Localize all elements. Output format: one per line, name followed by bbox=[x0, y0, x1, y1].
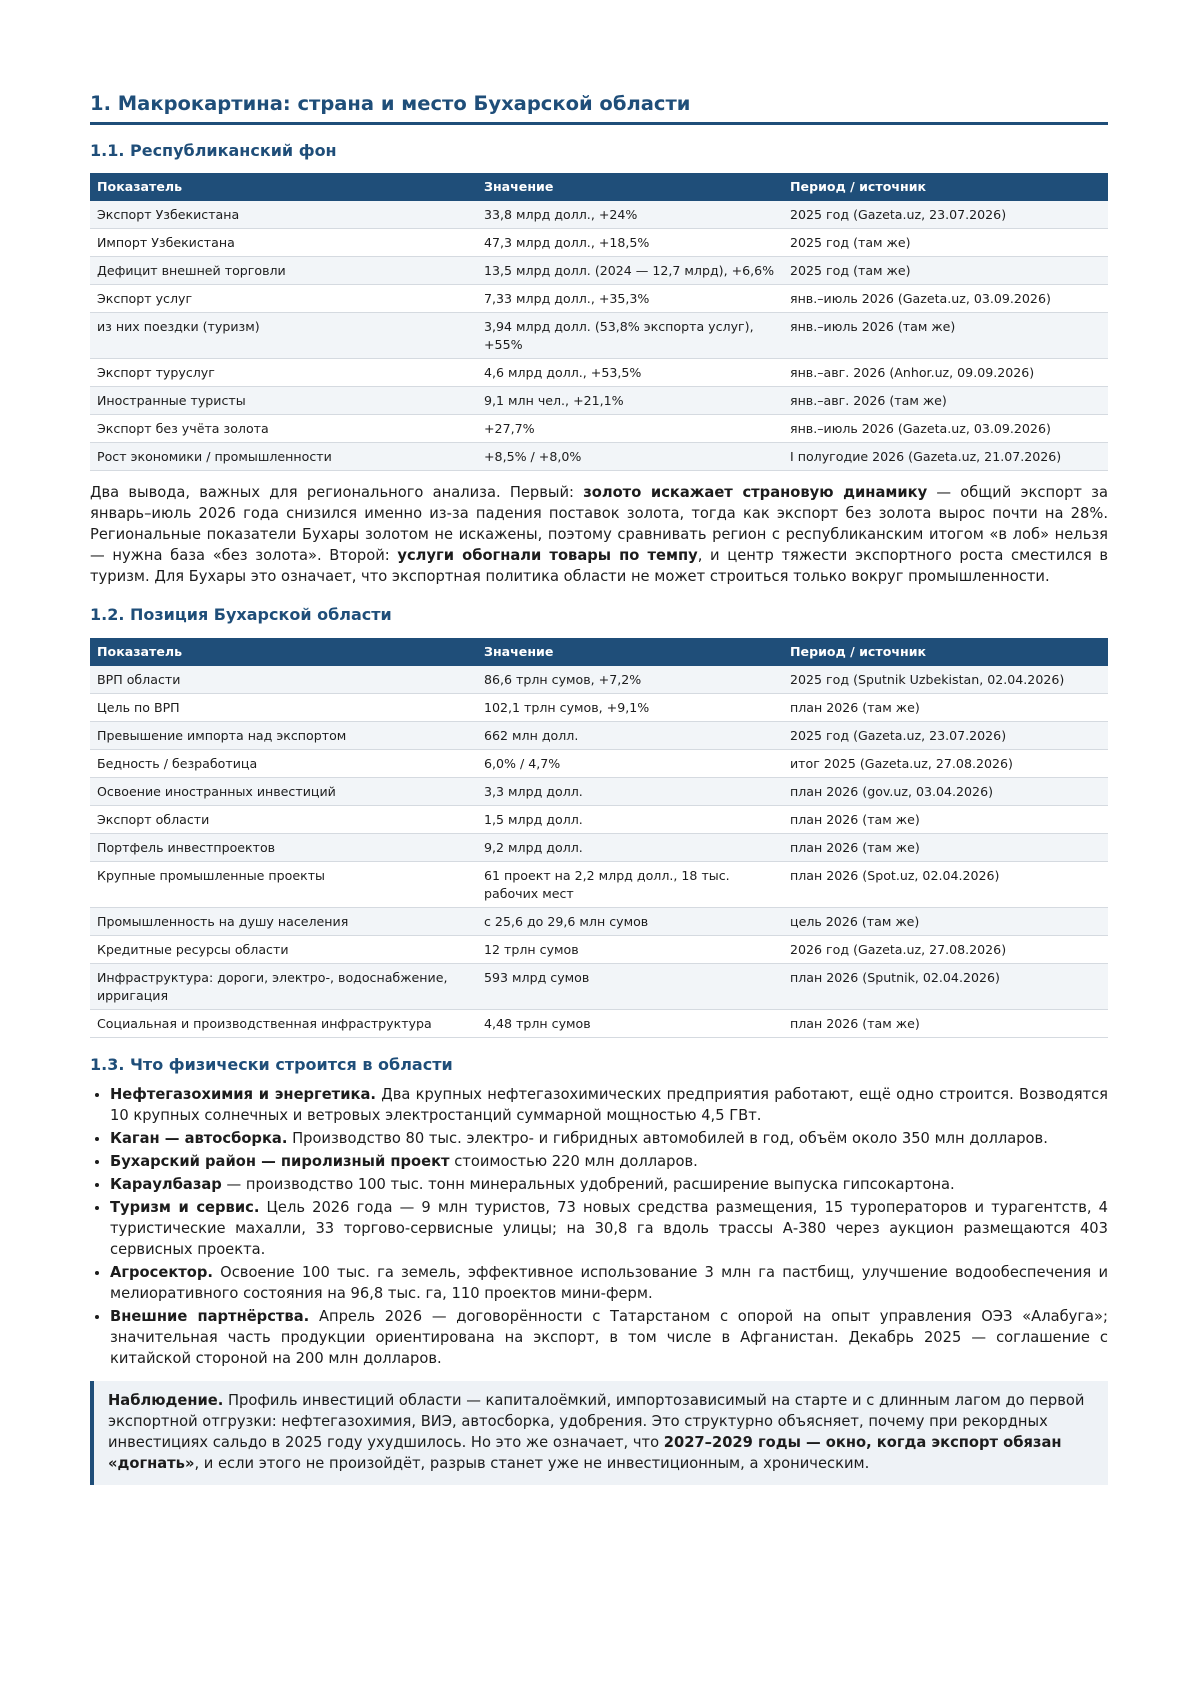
table-row bbox=[90, 387, 1108, 415]
table-row bbox=[90, 806, 1108, 834]
column-header-source: Период / источник bbox=[783, 173, 1108, 201]
indicator-cell: Экспорт туруслуг bbox=[90, 359, 477, 387]
table-row bbox=[90, 359, 1108, 387]
subsection-heading-1-3: 1.3. Что физически строится в области bbox=[90, 1055, 453, 1074]
value-cell: 9,1 млн чел., +21,1% bbox=[477, 387, 783, 415]
table-row bbox=[90, 834, 1108, 862]
source-cell: 2025 год (Sputnik Uzbekistan, 02.04.2026) bbox=[783, 666, 1108, 694]
value-cell: 662 млн долл. bbox=[477, 722, 783, 750]
subsection-heading-1-1: 1.1. Республиканский фон bbox=[90, 141, 337, 160]
column-header-value: Значение bbox=[477, 173, 783, 201]
table-row bbox=[90, 908, 1108, 936]
indicator-cell: Крупные промышленные проекты bbox=[90, 862, 477, 908]
conclusions-paragraph bbox=[90, 482, 1108, 587]
source-cell: 2025 год (там же) bbox=[783, 257, 1108, 285]
source-cell: план 2026 (Spot.uz, 02.04.2026) bbox=[783, 862, 1108, 908]
value-cell: с 25,6 до 29,6 млн сумов bbox=[477, 908, 783, 936]
callout-text: , и если этого не произойдёт, разрыв станет уже не инвестиционным, а хроническим. bbox=[194, 1455, 870, 1472]
table-row bbox=[90, 694, 1108, 722]
source-cell: план 2026 (Sputnik, 02.04.2026) bbox=[783, 964, 1108, 1010]
value-cell: 61 проект на 2,2 млрд долл., 18 тыс. рабочих мест bbox=[477, 862, 783, 908]
callout-label: Наблюдение. bbox=[108, 1392, 224, 1409]
paragraph-text: Два вывода, важных для регионального анализа. Первый: bbox=[90, 484, 584, 501]
indicator-cell: Экспорт услуг bbox=[90, 285, 477, 313]
list-item bbox=[110, 1151, 1108, 1172]
list-item bbox=[110, 1174, 1108, 1195]
table-row bbox=[90, 1010, 1108, 1038]
table-row bbox=[90, 229, 1108, 257]
column-header-indicator: Показатель bbox=[90, 173, 477, 201]
list-item-lead: Каган — автосборка. bbox=[110, 1130, 288, 1147]
list-item bbox=[110, 1262, 1108, 1304]
indicator-cell: Бедность / безработица bbox=[90, 750, 477, 778]
indicator-cell: Иностранные туристы bbox=[90, 387, 477, 415]
list-item-text: Два крупных нефтегазохимических предприятия работают, ещё одно строится. Возводятся 10 крупных солнечных и ветровых электростанций суммарной мощностью 4,5 ГВт. bbox=[110, 1086, 1109, 1124]
document-page bbox=[90, 92, 1108, 1485]
paragraph-text: , и центр тяжести экспортного роста сместился в туризм. Для Бухары это означает, что экспортная политика области не может строиться только вокруг промышленности. bbox=[90, 547, 1109, 585]
value-cell: 47,3 млрд долл., +18,5% bbox=[477, 229, 783, 257]
source-cell: план 2026 (там же) bbox=[783, 806, 1108, 834]
indicator-cell: Превышение импорта над экспортом bbox=[90, 722, 477, 750]
indicator-cell: Экспорт без учёта золота bbox=[90, 415, 477, 443]
paragraph-emphasis: услуги обогнали товары по темпу bbox=[397, 547, 698, 564]
value-cell: 7,33 млрд долл., +35,3% bbox=[477, 285, 783, 313]
table-header bbox=[90, 638, 1108, 666]
value-cell: 13,5 млрд долл. (2024 — 12,7 млрд), +6,6% bbox=[477, 257, 783, 285]
value-cell: 593 млрд сумов bbox=[477, 964, 783, 1010]
indicator-cell: Кредитные ресурсы области bbox=[90, 936, 477, 964]
source-cell: 2026 год (Gazeta.uz, 27.08.2026) bbox=[783, 936, 1108, 964]
indicator-cell: Цель по ВРП bbox=[90, 694, 477, 722]
list-item-text: Апрель 2026 — договорённости с Татарстаном с опорой на опыт управления ОЭЗ «Алабуга»; значительная часть продукции ориентирована на экспорт, в том числе в Афганистан. Декабрь 2025 — соглашение с китайской стороной на 200 млн долларов. bbox=[110, 1308, 1108, 1367]
indicator-cell: Социальная и производственная инфраструктура bbox=[90, 1010, 477, 1038]
indicator-cell: Портфель инвестпроектов bbox=[90, 834, 477, 862]
table-row bbox=[90, 415, 1108, 443]
bukhara-position-table bbox=[90, 638, 1108, 1038]
column-header-value: Значение bbox=[477, 638, 783, 666]
source-cell: янв.–июль 2026 (там же) bbox=[783, 313, 1108, 359]
list-item-text: стоимостью 220 млн долларов. bbox=[449, 1153, 698, 1170]
source-cell: янв.–авг. 2026 (там же) bbox=[783, 387, 1108, 415]
source-cell: янв.–авг. 2026 (Anhor.uz, 09.09.2026) bbox=[783, 359, 1108, 387]
indicator-cell: Импорт Узбекистана bbox=[90, 229, 477, 257]
source-cell: янв.–июль 2026 (Gazeta.uz, 03.09.2026) bbox=[783, 285, 1108, 313]
list-item bbox=[110, 1306, 1108, 1369]
source-cell: итог 2025 (Gazeta.uz, 27.08.2026) bbox=[783, 750, 1108, 778]
indicator-cell: Освоение иностранных инвестиций bbox=[90, 778, 477, 806]
list-item-lead: Туризм и сервис. bbox=[110, 1199, 260, 1216]
table-row bbox=[90, 862, 1108, 908]
list-item-text: Цель 2026 года — 9 млн туристов, 73 новых средства размещения, 15 туроператоров и турагентств, 4 туристические махалли, 33 торгово-сервисные улицы; на 30,8 га вдоль трассы А-380 через аукцион размещаются 403 сервисных проекта. bbox=[110, 1199, 1109, 1258]
list-item bbox=[110, 1197, 1108, 1260]
table-row bbox=[90, 313, 1108, 359]
value-cell: 4,48 трлн сумов bbox=[477, 1010, 783, 1038]
list-item-text: Производство 80 тыс. электро- и гибридных автомобилей в год, объём около 350 млн долларов. bbox=[287, 1130, 1048, 1147]
source-cell: план 2026 (там же) bbox=[783, 834, 1108, 862]
subsection-heading-1-2: 1.2. Позиция Бухарской области bbox=[90, 605, 392, 624]
column-header-indicator: Показатель bbox=[90, 638, 477, 666]
indicator-cell: Экспорт области bbox=[90, 806, 477, 834]
value-cell: +27,7% bbox=[477, 415, 783, 443]
value-cell: 9,2 млрд долл. bbox=[477, 834, 783, 862]
list-item-lead: Караулбазар bbox=[110, 1176, 222, 1193]
value-cell: 3,94 млрд долл. (53,8% экспорта услуг), +55% bbox=[477, 313, 783, 359]
list-item-text: Освоение 100 тыс. га земель, эффективное использование 3 млн га пастбищ, улучшение водообеспечения и мелиоративного состояния на 96,8 тыс. га, 110 проектов мини-ферм. bbox=[110, 1264, 1108, 1302]
list-item-lead: Агросектор. bbox=[110, 1264, 213, 1281]
value-cell: 33,8 млрд долл., +24% bbox=[477, 201, 783, 229]
table-row bbox=[90, 936, 1108, 964]
paragraph-emphasis: золото искажает страновую динамику bbox=[583, 484, 928, 501]
list-item-text: — производство 100 тыс. тонн минеральных удобрений, расширение выпуска гипсокартона. bbox=[221, 1176, 955, 1193]
list-item bbox=[110, 1128, 1108, 1149]
table-row bbox=[90, 666, 1108, 694]
value-cell: 1,5 млрд долл. bbox=[477, 806, 783, 834]
source-cell: I полугодие 2026 (Gazeta.uz, 21.07.2026) bbox=[783, 443, 1108, 471]
source-cell: 2025 год (Gazeta.uz, 23.07.2026) bbox=[783, 201, 1108, 229]
table-row bbox=[90, 778, 1108, 806]
callout-text: Профиль инвестиций области — капиталоёмкий, импортозависимый на старте и с длинным лагом до первой экспортной отгрузки: нефтегазохимия, ВИЭ, автосборка, удобрения. Это структурно объясняет, почему при рекордных инвестициях сальдо в 2025 году ухудшилось. Но это же означает, что bbox=[108, 1392, 1085, 1451]
table-row bbox=[90, 750, 1108, 778]
source-cell: план 2026 (там же) bbox=[783, 1010, 1108, 1038]
source-cell: янв.–июль 2026 (Gazeta.uz, 03.09.2026) bbox=[783, 415, 1108, 443]
column-header-source: Период / источник bbox=[783, 638, 1108, 666]
list-item-lead: Нефтегазохимия и энергетика. bbox=[110, 1086, 376, 1103]
table-header bbox=[90, 173, 1108, 201]
list-item-lead: Бухарский район — пиролизный проект bbox=[110, 1153, 450, 1170]
source-cell: цель 2026 (там же) bbox=[783, 908, 1108, 936]
value-cell: 4,6 млрд долл., +53,5% bbox=[477, 359, 783, 387]
indicator-cell: Дефицит внешней торговли bbox=[90, 257, 477, 285]
indicator-cell: Промышленность на душу населения bbox=[90, 908, 477, 936]
table-row bbox=[90, 722, 1108, 750]
indicator-cell: ВРП области bbox=[90, 666, 477, 694]
table-row bbox=[90, 257, 1108, 285]
table-row bbox=[90, 964, 1108, 1010]
source-cell: 2025 год (там же) bbox=[783, 229, 1108, 257]
value-cell: +8,5% / +8,0% bbox=[477, 443, 783, 471]
section-heading: 1. Макрокартина: страна и место Бухарской области bbox=[90, 92, 1108, 125]
table-row bbox=[90, 443, 1108, 471]
indicator-cell: из них поездки (туризм) bbox=[90, 313, 477, 359]
value-cell: 6,0% / 4,7% bbox=[477, 750, 783, 778]
list-item-lead: Внешние партнёрства. bbox=[110, 1308, 310, 1325]
source-cell: план 2026 (gov.uz, 03.04.2026) bbox=[783, 778, 1108, 806]
indicator-cell: Рост экономики / промышленности bbox=[90, 443, 477, 471]
value-cell: 3,3 млрд долл. bbox=[477, 778, 783, 806]
indicator-cell: Инфраструктура: дороги, электро-, водоснабжение, ирригация bbox=[90, 964, 477, 1010]
value-cell: 102,1 трлн сумов, +9,1% bbox=[477, 694, 783, 722]
value-cell: 12 трлн сумов bbox=[477, 936, 783, 964]
source-cell: план 2026 (там же) bbox=[783, 694, 1108, 722]
observation-callout bbox=[90, 1381, 1108, 1485]
table-row bbox=[90, 201, 1108, 229]
source-cell: 2025 год (Gazeta.uz, 23.07.2026) bbox=[783, 722, 1108, 750]
indicator-cell: Экспорт Узбекистана bbox=[90, 201, 477, 229]
paragraph-text: — общий экспорт за январь–июль 2026 года снизился именно из-за падения поставок золота, тогда как экспорт без золота вырос почти на 28%. Региональные показатели Бухары золотом не искажены, поэтому сравнивать регион с республиканским итогом «в лоб» нельзя — нужна база «без золота». Второй: bbox=[90, 484, 1108, 564]
projects-list bbox=[90, 1084, 1108, 1369]
callout-emphasis: 2027–2029 годы — окно, когда экспорт обязан «догнать» bbox=[108, 1434, 1062, 1472]
list-item bbox=[110, 1084, 1108, 1126]
value-cell: 86,6 трлн сумов, +7,2% bbox=[477, 666, 783, 694]
table-row bbox=[90, 285, 1108, 313]
republic-indicators-table bbox=[90, 173, 1108, 471]
